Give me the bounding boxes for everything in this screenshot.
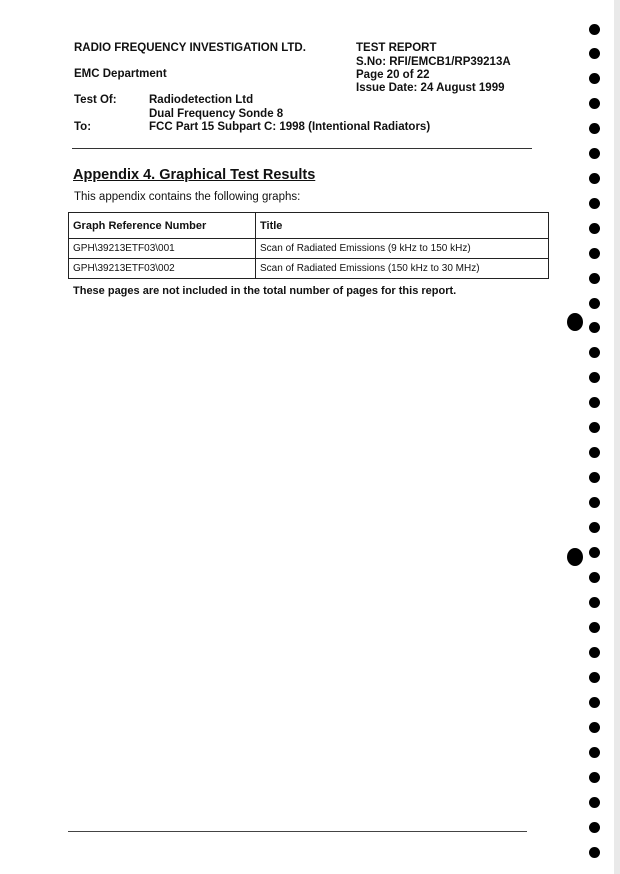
- punch-hole: [589, 98, 600, 109]
- report-title: TEST REPORT: [356, 42, 437, 54]
- punch-hole: [589, 347, 600, 358]
- punch-hole: [589, 447, 600, 458]
- punch-hole: [589, 672, 600, 683]
- to-standard: FCC Part 15 Subpart C: 1998 (Intentional Radiators): [149, 121, 431, 133]
- punch-hole: [589, 322, 600, 333]
- punch-hole: [589, 48, 600, 59]
- punch-hole: [589, 722, 600, 733]
- punch-hole: [589, 497, 600, 508]
- test-of-client: Radiodetection Ltd: [149, 94, 254, 106]
- serial-number: S.No: RFI/EMCB1/RP39213A: [356, 56, 511, 68]
- punch-hole: [589, 298, 600, 309]
- company-name: RADIO FREQUENCY INVESTIGATION LTD.: [74, 42, 306, 54]
- graph-reference: GPH\39213ETF03\001: [69, 239, 256, 259]
- punch-hole: [589, 198, 600, 209]
- graph-title: Scan of Radiated Emissions (150 kHz to 30 MHz): [256, 259, 549, 279]
- test-of-product: Dual Frequency Sonde 8: [149, 108, 284, 120]
- column-header-title: Title: [256, 213, 549, 239]
- punch-hole: [589, 547, 600, 558]
- punch-hole: [589, 223, 600, 234]
- punch-hole: [589, 522, 600, 533]
- punch-hole: [589, 248, 600, 259]
- appendix-title: Appendix 4. Graphical Test Results: [73, 167, 316, 183]
- graph-reference: GPH\39213ETF03\002: [69, 259, 256, 279]
- large-binder-hole: [567, 548, 583, 566]
- punch-hole: [589, 797, 600, 808]
- punch-hole: [589, 772, 600, 783]
- page-number: Page 20 of 22: [356, 69, 430, 81]
- punch-hole: [589, 273, 600, 284]
- punch-hole: [589, 24, 600, 35]
- punch-hole: [589, 822, 600, 833]
- to-label: To:: [74, 121, 92, 133]
- issue-date: Issue Date: 24 August 1999: [356, 82, 505, 94]
- punch-hole: [589, 847, 600, 858]
- appendix-intro: This appendix contains the following graphs:: [74, 191, 301, 203]
- column-header-reference: Graph Reference Number: [69, 213, 256, 239]
- punch-hole: [589, 397, 600, 408]
- punch-hole: [589, 148, 600, 159]
- punch-hole: [589, 123, 600, 134]
- punch-hole: [589, 472, 600, 483]
- punch-hole: [589, 422, 600, 433]
- test-of-label: Test Of:: [74, 94, 117, 106]
- punch-hole: [589, 597, 600, 608]
- large-binder-hole: [567, 313, 583, 331]
- punch-hole: [589, 73, 600, 84]
- punch-hole: [589, 697, 600, 708]
- punch-hole: [589, 622, 600, 633]
- page-count-note: These pages are not included in the total number of pages for this report.: [73, 285, 457, 297]
- punch-hole: [589, 173, 600, 184]
- punch-hole: [589, 747, 600, 758]
- punch-hole: [589, 372, 600, 383]
- punch-hole: [589, 572, 600, 583]
- department-name: EMC Department: [74, 68, 167, 80]
- graph-title: Scan of Radiated Emissions (9 kHz to 150 kHz): [256, 239, 549, 259]
- punch-hole: [589, 647, 600, 658]
